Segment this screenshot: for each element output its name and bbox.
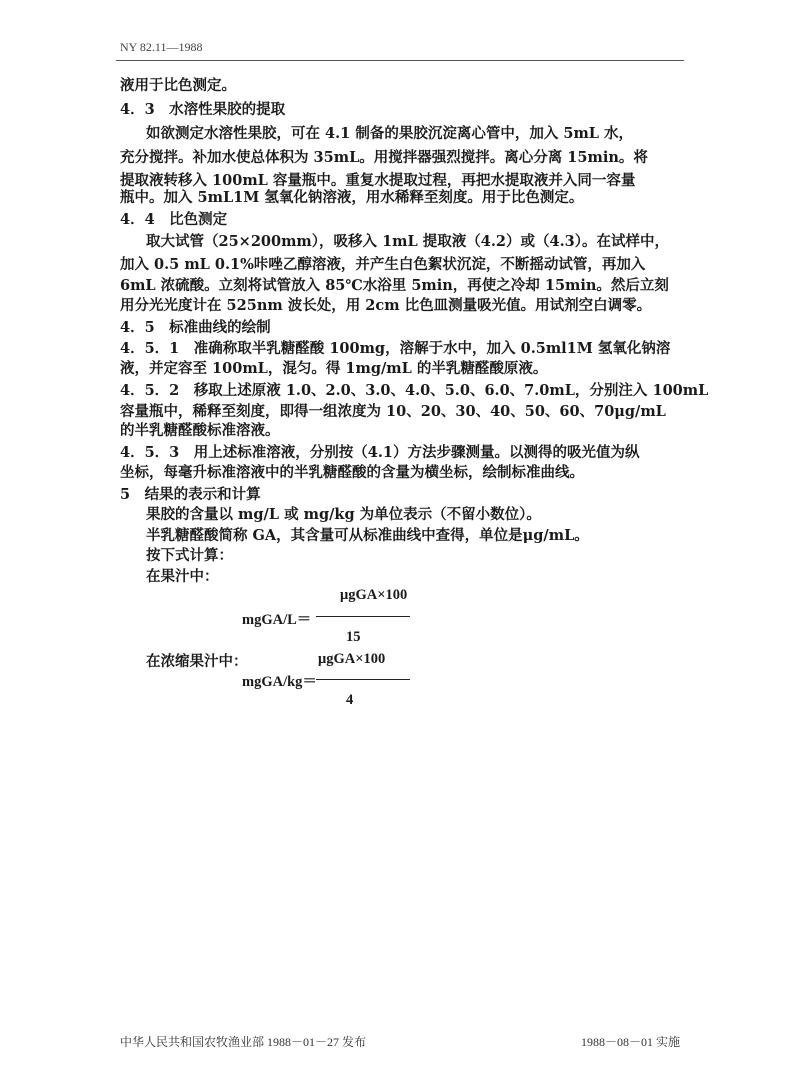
text-line: 提取液转移入 100mL 容量瓶中。重复水提取过程，再把水提取液并入同一容量 bbox=[120, 172, 636, 189]
standard-code: NY 82.11—1988 bbox=[120, 40, 203, 54]
issue-date: 中华人民共和国农牧渔业部 1988－01－27 发布 bbox=[120, 1035, 367, 1049]
section-heading: 4．5 标准曲线的绘制 bbox=[120, 319, 271, 336]
text-line: 按下式计算： bbox=[146, 547, 233, 564]
formula2-lhs: mgGA/kg＝ bbox=[242, 674, 317, 690]
text-line: 果胶的含量以 mg/L 或 mg/kg 为单位表示（不留小数位）。 bbox=[146, 506, 541, 523]
text-line: 4．5．2 移取上述原液 1.0、2.0、3.0、4.0、5.0、6.0、7.0mL，分别注入 100mL bbox=[120, 382, 709, 399]
text-line: 用分光光度计在 525nm 波长处，用 2cm 比色皿测量吸光值。用试剂空白调零。 bbox=[120, 297, 652, 314]
text-line: 4．5．3 用上述标准溶液，分别按（4.1）方法步骤测量。以测得的吸光值为纵 bbox=[120, 444, 640, 461]
section-heading: 4．4 比色测定 bbox=[120, 211, 228, 228]
section-heading: 4．3 水溶性果胶的提取 bbox=[120, 101, 286, 118]
formula1-fraction-bar bbox=[316, 616, 410, 617]
text-line: 的半乳糖醛酸标准溶液。 bbox=[120, 422, 280, 439]
formula2-denominator: 4 bbox=[346, 692, 354, 708]
formula2-fraction-bar bbox=[316, 679, 410, 680]
effective-date: 1988－08－01 实施 bbox=[580, 1035, 680, 1049]
formula2-label: 在浓缩果汁中： bbox=[146, 653, 248, 670]
section-heading: 5 结果的表示和计算 bbox=[120, 486, 261, 503]
formula1-denominator: 15 bbox=[346, 629, 361, 645]
text-line: 加入 0.5 mL 0.1%咔唑乙醇溶液，并产生白色絮状沉淀，不断摇动试管，再加入 bbox=[120, 256, 646, 273]
header-rule bbox=[116, 60, 684, 61]
text-line: 充分搅拌。补加水使总体积为 35mL。用搅拌器强烈搅拌。离心分离 15min。将 bbox=[120, 149, 648, 166]
text-line: 取大试管（25×200mm），吸移入 1mL 提取液（4.2）或（4.3）。在试样中， bbox=[146, 233, 669, 250]
text-line: 瓶中。加入 5mL1M 氢氧化钠溶液，用水稀释至刻度。用于比色测定。 bbox=[120, 189, 584, 206]
formula1-lhs: mgGA/L＝ bbox=[242, 612, 312, 628]
text-line: 半乳糖醛酸简称 GA，其含量可从标准曲线中查得，单位是μg/mL。 bbox=[146, 527, 589, 544]
text-line: 如欲测定水溶性果胶，可在 4.1 制备的果胶沉淀离心管中，加入 5mL 水， bbox=[146, 125, 634, 142]
text-line: 在果汁中： bbox=[146, 568, 219, 585]
text-line: 坐标，每毫升标准溶液中的半乳糖醛酸的含量为横坐标，绘制标准曲线。 bbox=[120, 464, 584, 481]
text-line: 液，并定容至 100mL，混匀。得 1mg/mL 的半乳糖醛酸原液。 bbox=[120, 360, 548, 377]
formula1-numerator: μgGA×100 bbox=[340, 587, 408, 603]
formula2-numerator: μgGA×100 bbox=[318, 651, 386, 667]
text-line: 4．5．1 准确称取半乳糖醛酸 100mg，溶解于水中，加入 0.5ml1M 氢氧化钠溶 bbox=[120, 340, 671, 357]
text-line: 6mL 浓硫酸。立刻将试管放入 85℃水浴里 5min，再使之冷却 15min。然后立刻 bbox=[120, 277, 669, 294]
text-line: 容量瓶中，稀释至刻度，即得一组浓度为 10、20、30、40、50、60、70μg/mL bbox=[120, 403, 666, 420]
text-line: 液用于比色测定。 bbox=[120, 77, 236, 94]
